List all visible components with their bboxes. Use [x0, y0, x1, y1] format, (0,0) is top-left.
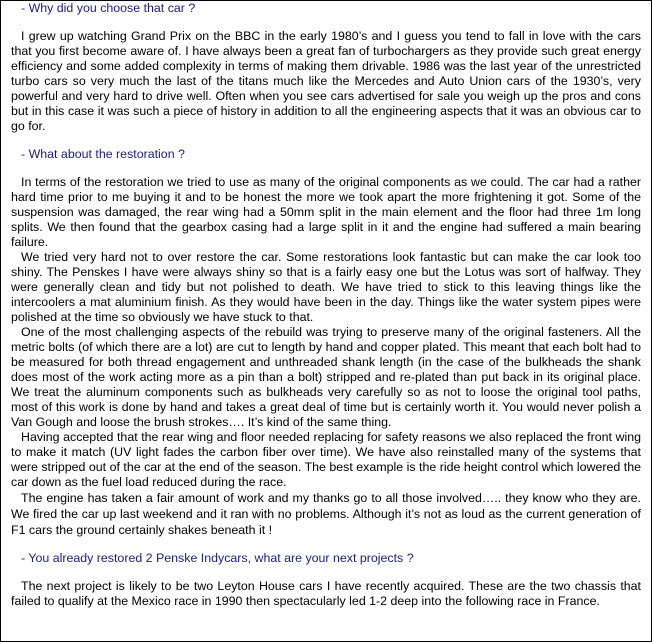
- answer-paragraph: The next project is likely to be two Leyton House cars I have recently acquired. These are the two chassis that failed to qualify at the Mexico race in 1990 then spectacularly led 1-2 deep into the following race in France.: [11, 579, 641, 608]
- question-heading: - What about the restoration ?: [21, 147, 185, 161]
- question-heading: - You already restored 2 Penske Indycars, what are your next projects ?: [21, 551, 414, 565]
- answer-paragraph: I grew up watching Grand Prix on the BBC in the early 1980’s and I guess you tend to fall in love with the cars that you first become aware of. I have always been a great fan of turbochargers as they provide such great energy efficiency and some added complexity in terms of making them drivable. 1986 was the last year of the unrestricted turbo cars so very much the last of the titans much like the Mercedes and Auto Union cars of the 1930’s, very powerful and very hard to drive well. Often when you see cars advertised for sale you weigh up the pros and cons but in this case it was such a piece of history in addition to all the engineering aspects that it was an obvious car to go for.: [11, 29, 641, 133]
- answer-paragraph: In terms of the restoration we tried to use as many of the original components as we could. The car had a rather hard time prior to me buying it and to be honest the more we took apart the more frightening it got. Some of the suspension was damaged, the rear wing had a 50mm split in the main element and the floor had three 1m long splits. We then found that the gearbox casing had a large split in it and the engine had suffered a main bearing failure.: [11, 175, 641, 249]
- answer-paragraph: Having accepted that the rear wing and floor needed replacing for safety reasons we also replaced the front wing to make it match (UV light fades the carbon fiber over time). We have also reinstalled many of the systems that were stripped out of the car at the end of the season. The best example is the ride height control which lowered the car down as the fuel load reduced during the race.: [11, 430, 641, 489]
- spacer: [11, 566, 641, 579]
- question-heading: - Why did you choose that car ?: [21, 1, 196, 15]
- answer-paragraph: The engine has taken a fair amount of work and my thanks go to all those involved….. they know who they are. We fired the car up last weekend and it ran with no problems. Although it’s not as loud as the current generation of F1 cars the ground certainly shakes beneath it !: [11, 491, 641, 537]
- interview-content: [1, 1, 651, 609]
- spacer: [11, 538, 641, 551]
- spacer: [11, 16, 641, 29]
- spacer: [11, 162, 641, 175]
- spacer: [11, 134, 641, 147]
- answer-paragraph: We tried very hard not to over restore the car. Some restorations look fantastic but can make the car look too shiny. The Penskes I have were always shiny so that is a fairly easy one but the Lotus was sort of halfway. They were generally clean and tidy but not polished to death. We have tried to stick to this leaving things like the intercoolers a mat aluminium finish. As they would have been in the day. Things like the water system pipes were polished at the time so obviously we have stuck to that.: [11, 250, 641, 324]
- answer-paragraph: One of the most challenging aspects of the rebuild was trying to preserve many of the original fasteners. All the metric bolts (of which there are a lot) are cut to length by hand and copper plated. This meant that each bolt had to be measured for both thread engagement and unthreaded shank length (in the case of the bulkheads the shank does most of the work acting more as a pin than a bolt) stripped and re-plated than put back in its original place. We treat the aluminum components such as bulkheads very carefully so as not to loose the original tool paths, most of this work is done by hand and takes a great deal of time but is certainly worth it. You would never polish a Van Gough and loose the brush strokes…. It’s kind of the same thing.: [11, 325, 641, 429]
